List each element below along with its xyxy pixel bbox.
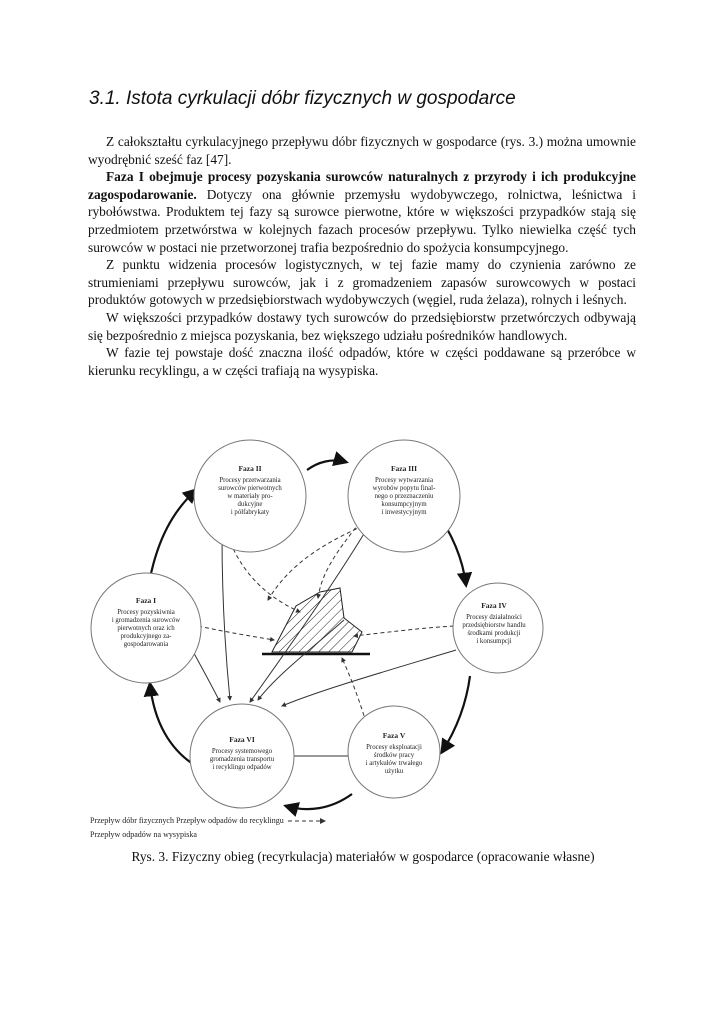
paragraph-5: W fazie tej powstaje dość znaczna ilość odpadów, które w części poddawane są przeróbce w kierunku recyklingu, a w części trafiają na wysypiska. — [88, 345, 636, 378]
recycling-flow — [222, 534, 230, 700]
phase-line: Procesy działalności — [466, 614, 522, 621]
dashed-flow — [354, 626, 454, 636]
arc-faza-iv-to-v — [442, 676, 470, 752]
phase-line: Procesy systemowego — [211, 748, 273, 755]
paragraph-2-text: Dotyczy ona głównie przemysłu wydobywczego, rolnictwa, leśnictwa i rybołówstwa. Produktem tej fazy są surowce pierwotne, które w większości przypadków stają się przedmiotem przetwórstwa w kolejnych fazach procesów przepływu. Tylko niewielka część tych surowców w postaci nie przetworzonej trafia bezpośrednio do spożycia konsumpcyjnego. — [88, 186, 636, 255]
phase-title: Faza IV — [481, 601, 507, 610]
phase-line: środków pracy — [373, 752, 415, 759]
phase-title: Faza V — [382, 731, 406, 740]
phase-node-faza-iv — [453, 583, 543, 673]
legend-line-1 — [90, 816, 328, 825]
phase-line: Procesy eksploatacji — [366, 744, 422, 751]
paragraph-1: Z całokształtu cyrkulacyjnego przepływu dóbr fizycznych w gospodarce (rys. 3.) można umownie wyodrębnić sześć faz [47]. — [88, 134, 636, 167]
phase-line: nego o przeznaczeniu — [374, 493, 434, 500]
phase-line: i półfabrykaty — [230, 509, 270, 516]
paragraph-4: W większości przypadków dostawy tych surowców do przedsiębiorstw przetwórczych odbywają się bezpośrednio z miejsca pozyskania, bez większego udziału pośredników handlowych. — [88, 309, 636, 343]
phase-title: Faza III — [390, 464, 418, 473]
phase-node-faza-ii — [194, 440, 306, 552]
arc-faza-v-to-vi — [286, 794, 352, 809]
phase-line: i gromadzenia surowców — [111, 617, 181, 624]
phase-line: dukcyjne — [237, 501, 263, 508]
arc-faza-ii-to-iii — [307, 460, 346, 470]
phase-line: środkami produkcji — [467, 630, 521, 637]
phase-node-faza-iii — [348, 440, 460, 552]
recycling-flow — [282, 650, 456, 706]
body-text — [88, 133, 636, 379]
section-title: 3.1. Istota cyrkulacji dóbr fizycznych w gospodarce — [89, 88, 516, 109]
phase-line: i recyklingu odpadów — [212, 764, 272, 771]
arc-faza-i-to-ii — [150, 490, 196, 578]
phase-line: wyrobów popytu final- — [372, 485, 436, 492]
phase-title: Faza II — [238, 464, 262, 473]
phase-line: produkcyjnego za- — [120, 633, 172, 640]
legend-text-2: Przepływ odpadów na wysypiska — [90, 830, 197, 839]
phase-line: i inwestycyjnym — [381, 509, 427, 516]
phase-line: Procesy przetwarzania — [219, 477, 281, 484]
phase-line: i artykułów trwałego — [365, 760, 423, 767]
phase-line: Procesy pozyskiwnia — [117, 609, 175, 616]
paragraph-2 — [88, 168, 636, 256]
phase-node-faza-v — [348, 706, 440, 798]
paragraph-2-bold: Faza I obejmuje procesy pozyskania surowców naturalnych z przyrody i ich produkcyjne zagospodarowanie. — [88, 169, 636, 202]
legend-line-2 — [90, 830, 197, 839]
legend-dashed-arrow — [286, 817, 328, 825]
dashed-flow — [198, 626, 274, 640]
phase-line: Procesy wytwarzania — [375, 477, 433, 484]
phase-title: Faza I — [135, 596, 157, 605]
recirculation-diagram — [60, 430, 526, 820]
phase-node-faza-vi — [190, 704, 294, 808]
paragraph-3: Z punktu widzenia procesów logistycznych, w tej fazie mamy do czynienia zarówno ze strumieniami przepływu surowców, jak i z gromadzeniem zapasów surowcowych w postaci produktów gotowych w przedsiębiorstwach wydobywczych (węgiel, ruda żelaza), rolnych i leśnych. — [88, 257, 636, 308]
dashed-flow — [318, 522, 360, 598]
phase-line: przedsiębiorstw handlu — [462, 622, 526, 629]
phase-line: użytku — [384, 768, 404, 775]
landfill-hatch — [272, 588, 362, 652]
arc-faza-vi-to-i — [150, 684, 196, 766]
phase-title: Faza VI — [229, 735, 255, 744]
phase-line: pierwotnych oraz ich — [117, 625, 175, 632]
phase-line: i konsumpcji — [476, 638, 512, 645]
phase-line: gospodarowania — [123, 641, 169, 648]
figure-caption: Rys. 3. Fizyczny obieg (recyrkulacja) materiałów w gospodarce (opracowanie własne) — [131, 849, 595, 864]
phase-line: w materiały pro- — [227, 493, 273, 500]
phase-line: gromadzenia transportu — [209, 756, 275, 763]
phase-line: konsumpcyjnym — [381, 501, 427, 508]
legend-text-1: Przepływ dóbr fizycznych Przepływ odpadów do recyklingu — [90, 816, 284, 825]
phase-line: surowców pierwotnych — [218, 485, 282, 492]
phase-node-faza-i — [91, 573, 201, 683]
